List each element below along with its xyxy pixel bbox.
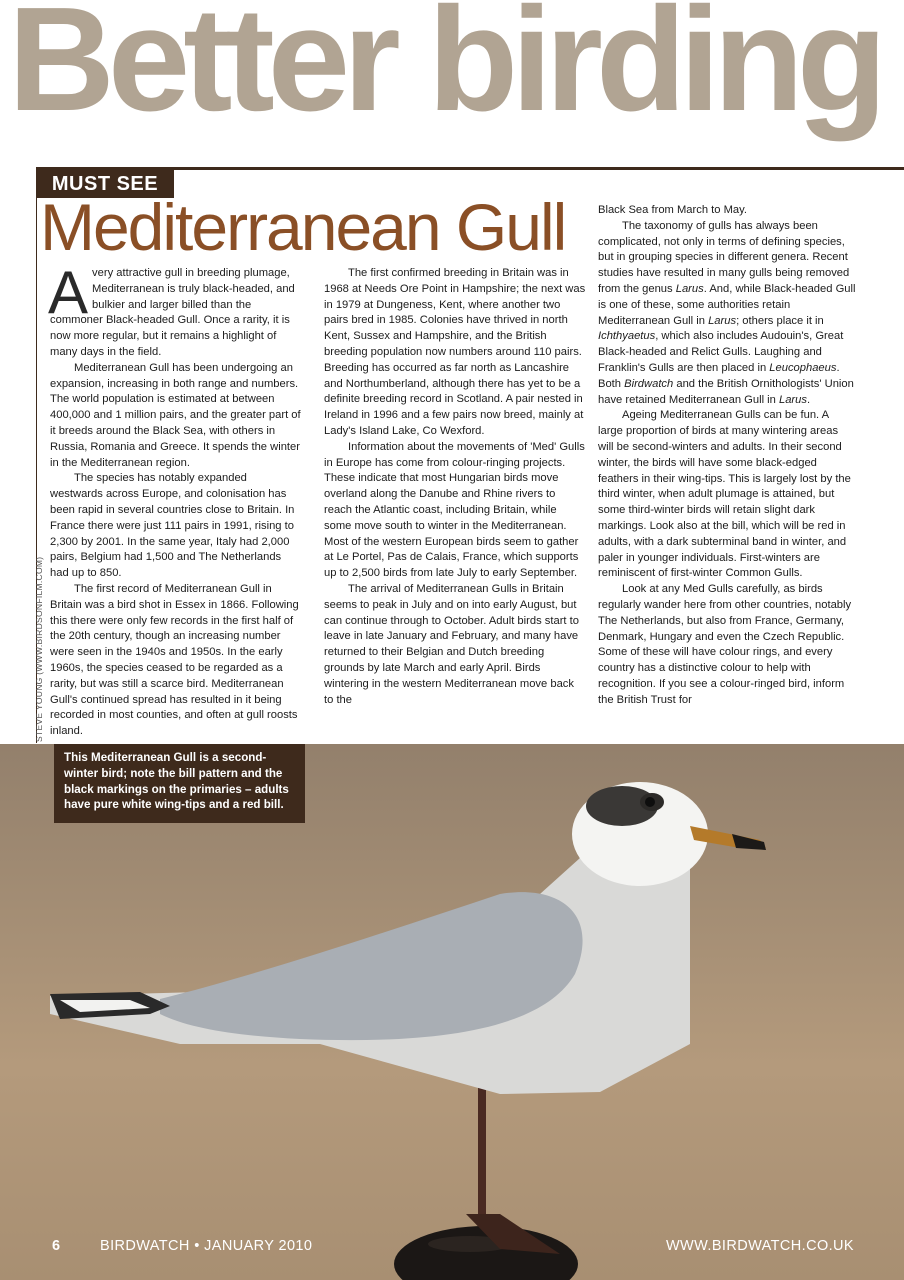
- paragraph: Ageing Mediterranean Gulls can be fun. A large proportion of birds at many wintering areas will be second-winters and adults. In their second winter, the birds will have some black-edged feathers in their wing-tips. This is largely lost by the third winter, when adult plumage is attained, but some third-winter birds will retain slight dark markings. Look also at the bill, which will be red in adults, with a dark subterminal band in winter, and paler in younger individuals. First-winters are reminiscent of first-winter Common Gulls.: [598, 409, 851, 580]
- photo-credit: STEVE YOUNG (WWW.BIRDSONFILM.COM): [34, 556, 44, 742]
- paragraph: The arrival of Mediterranean Gulls in Britain seems to peak in July and on into early August, but can continue through to October. Adult birds start to leave in late January and February, and many have returned to their Belgian and Dutch breeding grounds by late March and early April. Birds wintering in the western Mediterranean move back to the: [324, 582, 579, 706]
- paragraph: Mediterranean Gull has been undergoing an expansion, increasing in both range and numbers. The world population is estimated at between 400,000 and 1 million pairs, and the greater part of it breeds around the Black Sea, with others in Russia, Romania and Greece. It spends the winter in the Mediterranean region.: [50, 361, 301, 469]
- article-column-2: [324, 266, 586, 708]
- photo-caption: This Mediterranean Gull is a second-winter bird; note the bill pattern and the black markings on the primaries – adults have pure white wing-tips and a red bill.: [54, 744, 305, 823]
- paragraph: The first record of Mediterranean Gull in Britain was a bird shot in Essex in 1866. Following this there were only few records in the first half of the 20th century, though an increasing number were seen in the 1940s and 1950s. In the early 1960s, the species ceased to be regarded as a rarity, but was still a scarce bird. Mediterranean Gull's continued spread has resulted in it being recorded in most counties, and often at gull roosts inland.: [50, 582, 299, 738]
- website-link[interactable]: WWW.BIRDWATCH.CO.UK: [665, 1238, 854, 1254]
- paragraph: Look at any Med Gulls carefully, as birds regularly wander here from other countries, notably The Netherlands, but also from France, Germany, Denmark, Hungary and even the Czech Republic. Some of these will have colour rings, and every country has a distinctive colour to help with recognition. If you see a colour-ringed bird, inform the British Trust for: [598, 583, 852, 706]
- paragraph: The species has notably expanded westwards across Europe, and colonisation has been rapid in several countries close to Britain. In France there were just 111 pairs in 1991, rising to 2,300 by 2001. In the same year, Italy had 2,000 pairs, Belgium had 1,500 and The Netherlands had up to 850.: [50, 472, 295, 580]
- issue-label: BIRDWATCH • JANUARY 2010: [100, 1238, 313, 1254]
- must-see-tag: MUST SEE: [36, 170, 174, 198]
- paragraph: Information about the movements of 'Med' Gulls in Europe has come from colour-ringing projects. These indicate that most Hungarian birds move overland along the Danube and Rhine rivers to reach the Atlantic coast, including Britain, while some move south to winter in the Mediterranean. Most of the western European birds seem to gather at Le Portel, Pas de Calais, France, which supports up to 2,500 birds from late July to early September.: [324, 440, 585, 580]
- paragraph: Avery attractive gull in breeding plumage, Mediterranean is truly black-headed, and bulkier and larger billed than the commoner Black-headed Gull. Once a rarity, it is now more regular, but it remains a highlight of many days in the field.: [48, 259, 295, 358]
- article-column-3: [598, 203, 856, 709]
- page-number: 6: [52, 1238, 61, 1254]
- article-column-1: [48, 259, 302, 740]
- drop-cap: A: [48, 259, 89, 326]
- article-headline: Mediterranean Gull: [40, 190, 566, 264]
- gull-photo: [0, 744, 904, 1280]
- paragraph: Black Sea from March to May.: [598, 204, 748, 216]
- section-masthead: Better birding: [8, 0, 881, 142]
- gull-illustration: [0, 744, 904, 1280]
- paragraph: The first confirmed breeding in Britain was in 1968 at Needs Ore Point in Hampshire; the next was in 1979 at Dungeness, Kent, where another two pairs bred in 1985. Colonies have thrived in north Kent, Sussex and Hampshire, and the British breeding population now numbers around 110 pairs. Breeding has occurred as far north as Lancashire and Northumberland, although there has yet to be a definite breeding record in Scotland. A pair nested in Ireland in 1996 and a few pairs now breed, mainly at Lady's Island Lake, Co Wexford.: [324, 267, 586, 437]
- paragraph: The taxonomy of gulls has always been complicated, not only in terms of defining species, but in grouping species in different genera. Recent studies have resulted in many gulls being removed from the genus Larus. And, while Black-headed Gull is one of these, some authorities retain Mediterranean Gull in Larus; others place it in Ichthyaetus, which also includes Audouin's, Great Black-headed and Relict Gulls. Laughing and Franklin's Gulls are then placed in Leucophaeus. Both Birdwatch and the British Ornithologists' Union have retained Mediterranean Gull in Larus.: [598, 219, 856, 406]
